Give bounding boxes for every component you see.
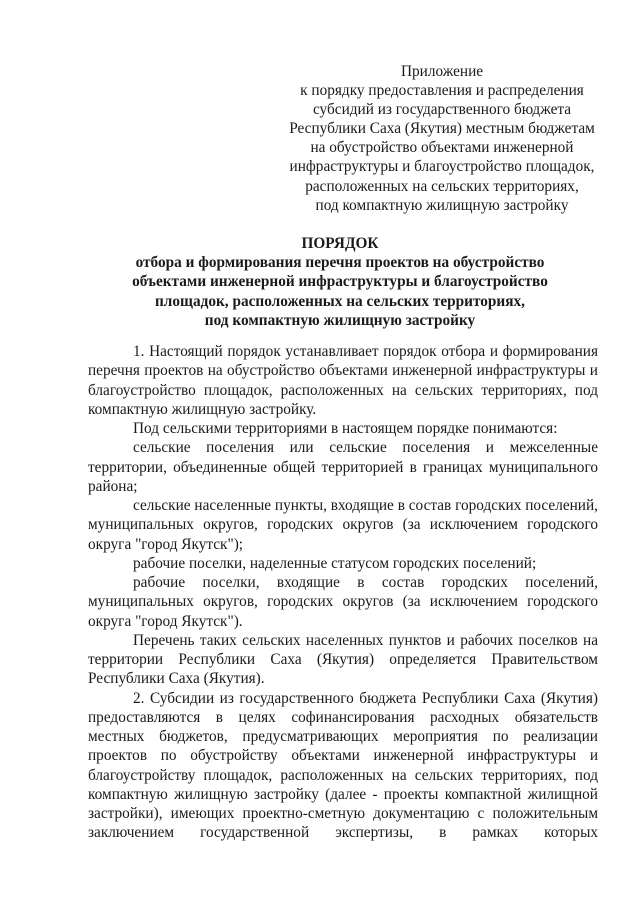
- body-line: заключением государственной экспертизы, в рамках которых: [88, 824, 598, 842]
- appendix-line: Приложение: [400, 63, 484, 80]
- document-body: [88, 342, 598, 843]
- body-line: перечня проектов на обустройство объектами инженерной инфраструктуры и: [88, 362, 598, 380]
- body-line: застройки), имеющих проектно-сметную документацию с положительным: [88, 805, 598, 822]
- title-heading: ПОРЯДОК: [301, 235, 379, 252]
- body-line: благоустройство площадок, расположенных на сельских территориях, под: [88, 381, 598, 399]
- body-line: проектов по обустройству объектами инженерной инфраструктуры и: [88, 747, 598, 765]
- body-line: территории, объединенные общей территорией в границах муниципального: [88, 458, 598, 476]
- title-subtitle-line: отбора и формирования перечня проектов на обустройство: [135, 254, 545, 272]
- title-subtitle-line: под компактную жилищную застройку: [204, 311, 476, 329]
- body-line: 1. Настоящий порядок устанавливает порядок отбора и формирования: [133, 343, 598, 360]
- body-line: сельские населенные пункты, входящие в состав городских поселений,: [133, 497, 598, 514]
- body-line: 2. Субсидии из государственного бюджета Республики Саха (Якутия): [133, 689, 598, 707]
- body-line: сельские поселения или сельские поселения и межселенные: [133, 439, 598, 457]
- appendix-line: на обустройство объектами инженерной: [310, 139, 574, 157]
- body-line: округа "город Якутск").: [88, 612, 243, 630]
- body-line: благоустройству площадок, расположенных на сельских территориях, под: [88, 766, 598, 784]
- appendix-line: расположенных на сельских территориях,: [305, 177, 579, 195]
- body-line: муниципальных округов, городских округов (за исключением городского: [88, 593, 598, 611]
- appendix-line: под компактную жилищную застройку: [315, 196, 569, 214]
- body-line: территории Республики Саха (Якутия) определяется Правительством: [88, 651, 598, 668]
- body-line: рабочие поселки, наделенные статусом городских поселений;: [133, 554, 537, 572]
- appendix-header: [283, 62, 601, 215]
- body-line: округа "город Якутск");: [88, 535, 244, 553]
- document-title: [80, 234, 600, 330]
- body-line: Республики Саха (Якутия).: [88, 670, 265, 688]
- body-line: местных бюджетов, предусматривающих мероприятия по реализации: [88, 728, 598, 745]
- body-line: предоставляются в целях софинансирования расходных обязательств: [88, 708, 598, 726]
- body-line: Под сельскими территориями в настоящем порядке понимаются:: [133, 420, 558, 437]
- title-subtitle-line: площадок, расположенных на сельских территориях,: [154, 292, 525, 310]
- appendix-line: субсидий из государственного бюджета: [312, 101, 572, 119]
- body-line: компактную жилищную застройку (далее - проекты компактной жилищной: [88, 785, 598, 803]
- appendix-line: Республики Саха (Якутия) местным бюджетам: [289, 120, 595, 138]
- appendix-line: инфраструктуры и благоустройство площадок,: [289, 158, 595, 176]
- body-line: района;: [88, 477, 138, 495]
- appendix-line: к порядку предоставления и распределения: [300, 82, 584, 100]
- body-line: Перечень таких сельских населенных пунктов и рабочих поселков на: [133, 631, 598, 649]
- body-line: рабочие поселки, входящие в состав городских поселений,: [133, 574, 598, 591]
- title-subtitle-line: объектами инженерной инфраструктуры и благоустройство: [132, 273, 548, 291]
- body-line: муниципальных округов, городских округов (за исключением городского: [88, 516, 598, 534]
- body-line: компактную жилищную застройку.: [88, 400, 317, 418]
